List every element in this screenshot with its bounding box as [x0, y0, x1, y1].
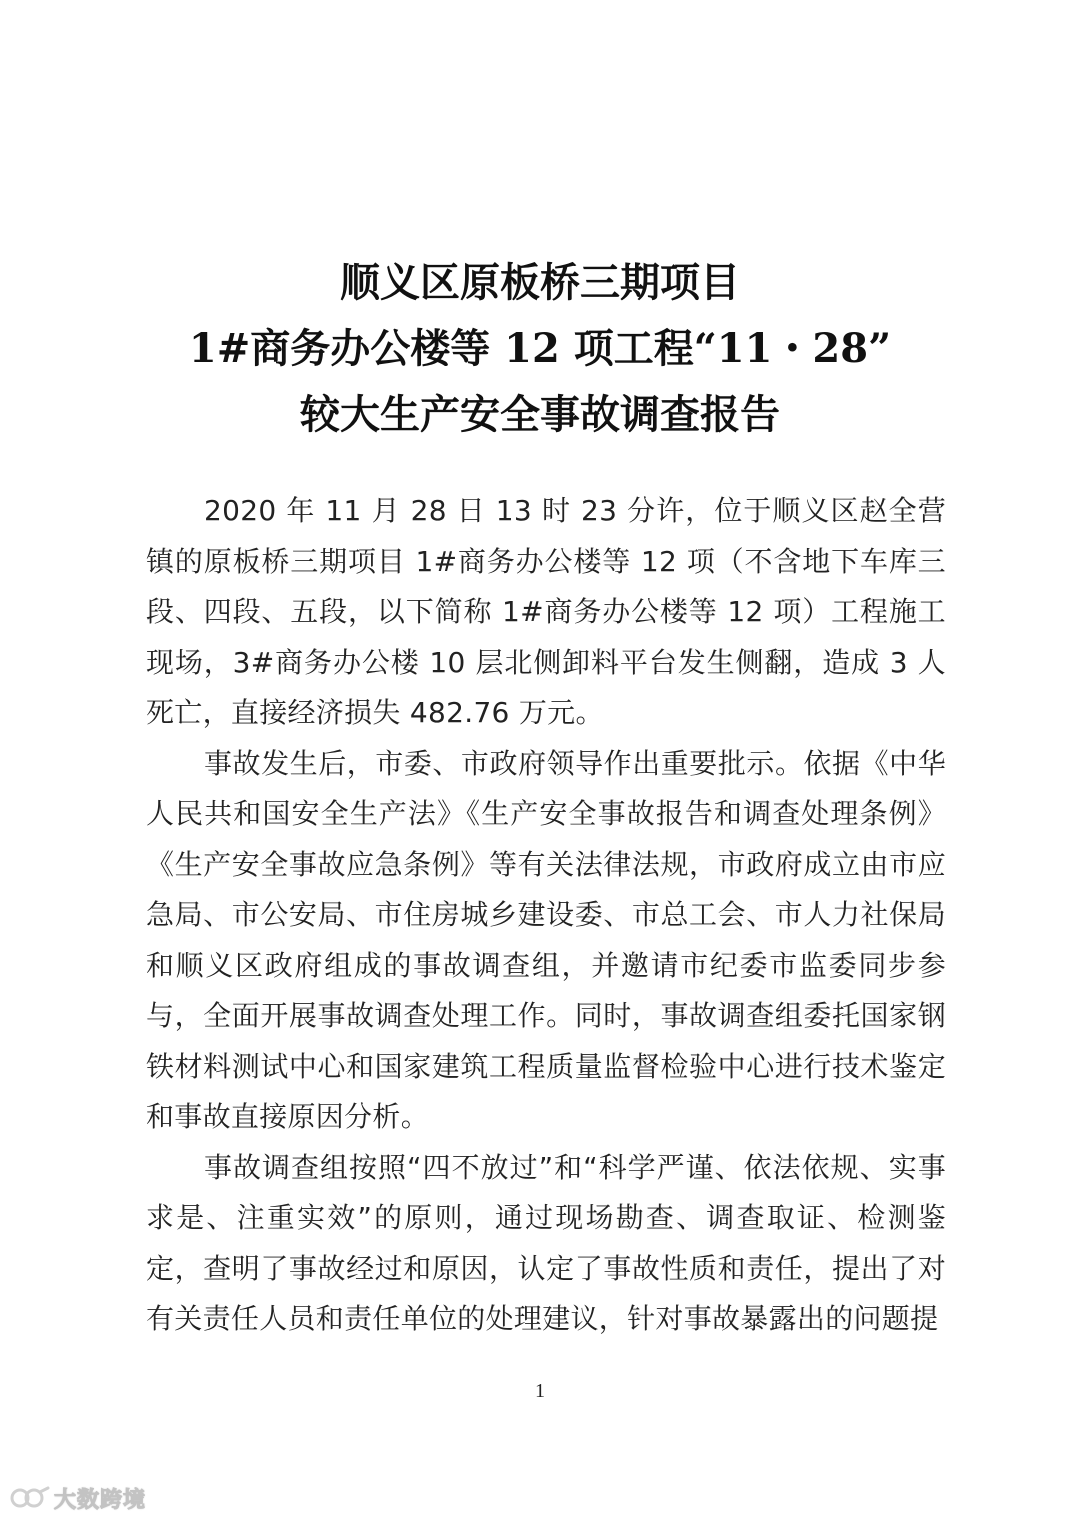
title-line-1: 顺义区原板桥三期项目 [340, 259, 740, 306]
page-number: 1 [535, 1380, 545, 1402]
title-line-2: 1#商务办公楼等 12 项工程“11・28” [188, 325, 892, 372]
watermark-text: 大数跨境 [54, 1487, 147, 1513]
report-title [0, 250, 1080, 448]
paragraph-3: 事故调查组按照“四不放过”和“科学严谨、依法依规、实事求是、注重实效”的原则，通过现场勘查、调查取证、检测鉴定，查明了事故经过和原因，认定了事故性质和责任，提出了对有关责任人员和责任单位的处理建议，针对事故暴露出的问题提 [146, 1150, 946, 1335]
paragraph-2: 事故发生后，市委、市政府领导作出重要批示。依据《中华人民共和国安全生产法》《生产安全事故报告和调查处理条例》《生产安全事故应急条例》等有关法律法规，市政府成立由市应急局、市公安局、市住房城乡建设委、市总工会、市人力社保局和顺义区政府组成的事故调查组，并邀请市纪委市监委同步参与，全面开展事故调查处理工作。同时，事故调查组委托国家钢铁材料测试中心和国家建筑工程质量监督检验中心进行技术鉴定和事故直接原因分析。 [146, 746, 946, 1133]
brand-logo-icon [10, 1484, 50, 1512]
title-line-3: 较大生产安全事故调查报告 [300, 391, 780, 438]
report-body [146, 486, 946, 1345]
paragraph-1: 2020 年 11 月 28 日 13 时 23 分许，位于顺义区赵全营镇的原板桥三期项目 1#商务办公楼等 12 项（不含地下车库三段、四段、五段，以下简称 1#商务办公楼等 12 项）工程施工现场，3#商务办公楼 10 层北侧卸料平台发生侧翻，造成 3 人死亡，直接经济损失 482.76 万元。 [146, 494, 946, 729]
watermark [10, 1481, 146, 1515]
